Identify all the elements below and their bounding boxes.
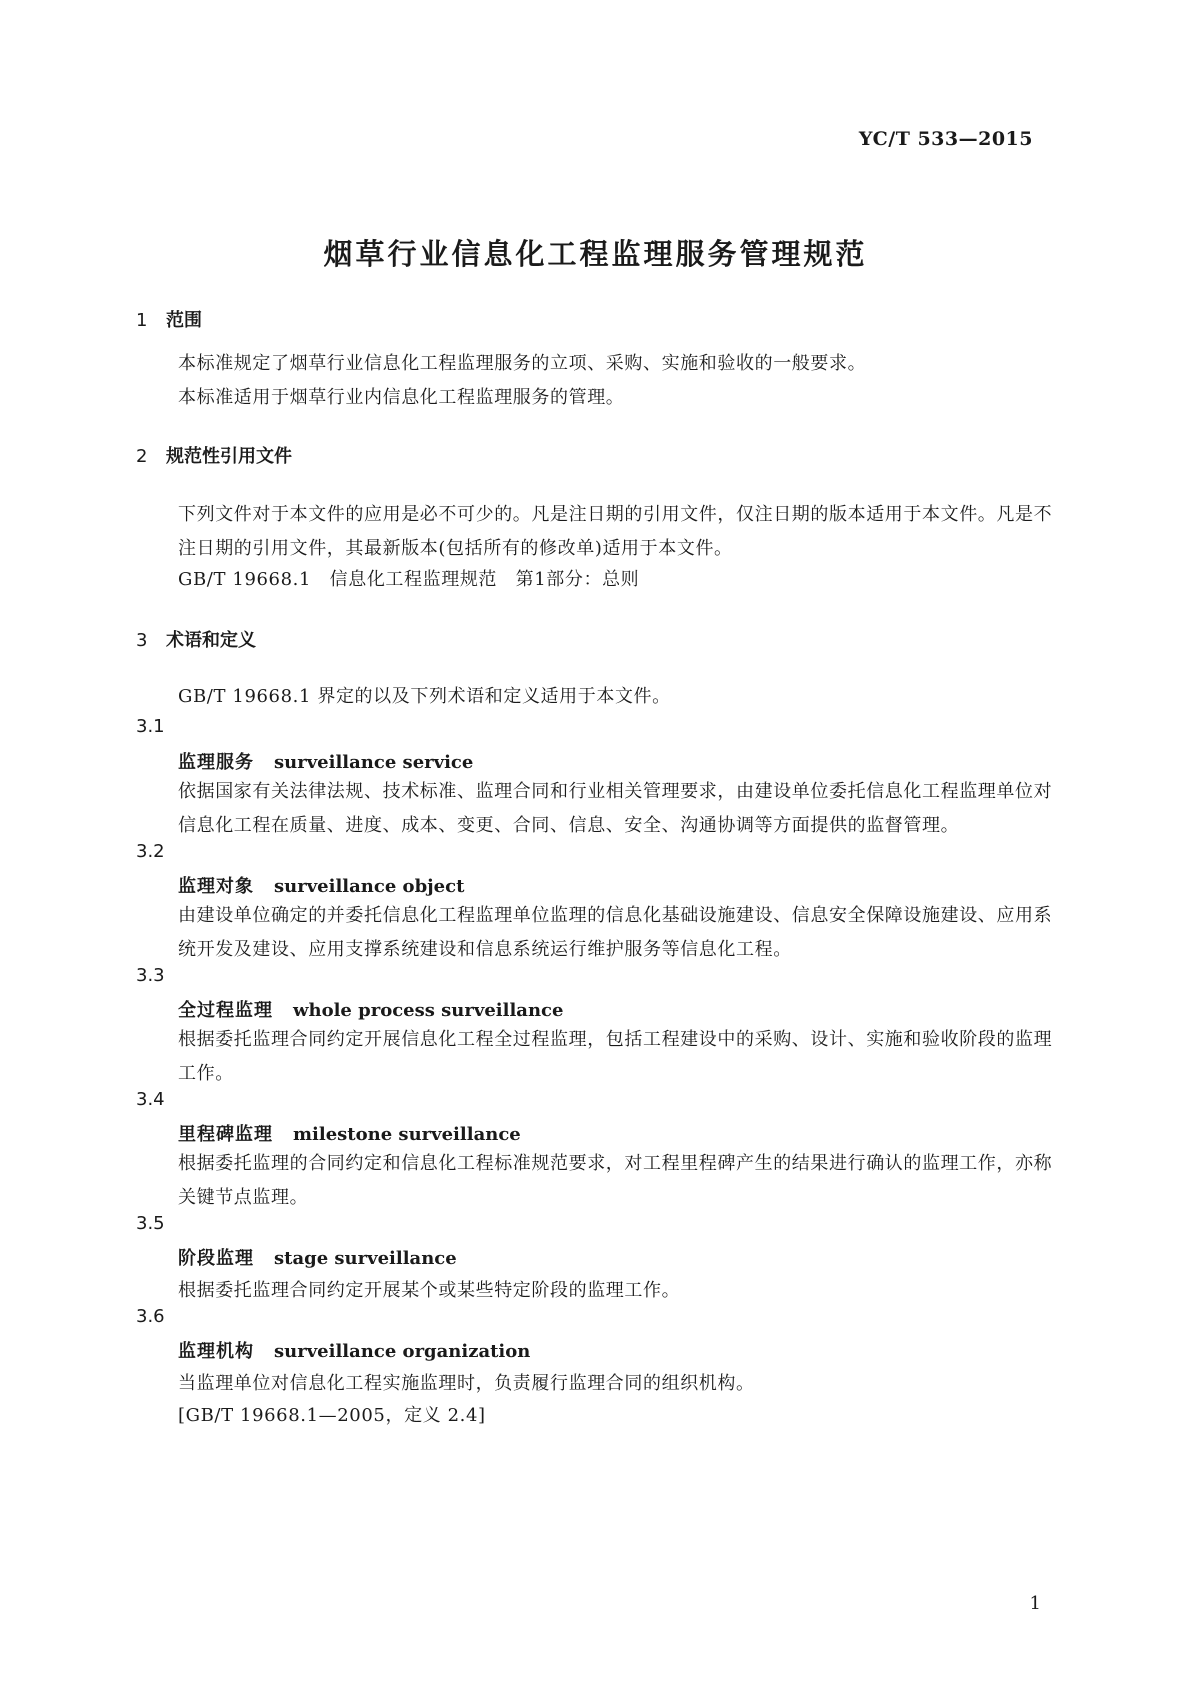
paragraph: GB/T 19668.1 界定的以及下列术语和定义适用于本文件。 (178, 686, 671, 707)
term-definition: 根据委托监理合同约定开展信息化工程全过程监理，包括工程建设中的采购、设计、实施和验收阶段的监理工作。 (178, 1029, 1053, 1084)
term-definition: 依据国家有关法律法规、技术标准、监理合同和行业相关管理要求，由建设单位委托信息化工程监理单位对信息化工程在质量、进度、成本、变更、合同、信息、安全、沟通协调等方面提供的监督管理。 (178, 781, 1053, 836)
section-title: 术语和定义 (166, 630, 256, 651)
section-title: 规范性引用文件 (166, 446, 292, 467)
term-zh: 全过程监理 (178, 1000, 273, 1021)
term-heading (178, 996, 563, 1022)
paragraph: 本标准适用于烟草行业内信息化工程监理服务的管理。 (178, 387, 625, 408)
term-zh: 里程碑监理 (178, 1124, 273, 1145)
section-3-heading (136, 626, 256, 652)
term-number: 3.6 (136, 1306, 165, 1327)
term-number: 3.1 (136, 716, 165, 737)
term-heading (178, 1337, 530, 1363)
term-number: 3.5 (136, 1213, 165, 1234)
term-en: surveillance service (274, 752, 474, 773)
section-number: 2 (136, 446, 148, 467)
term-number: 3.4 (136, 1089, 165, 1110)
term-heading (178, 1120, 521, 1146)
paragraph: 下列文件对于本文件的应用是必不可少的。凡是注日期的引用文件，仅注日期的版本适用于本文件。凡是不注日期的引用文件，其最新版本(包括所有的修改单)适用于本文件。 (178, 504, 1053, 559)
term-zh: 阶段监理 (178, 1248, 254, 1269)
term-zh: 监理机构 (178, 1341, 254, 1362)
term-definition: 根据委托监理的合同约定和信息化工程标准规范要求，对工程里程碑产生的结果进行确认的监理工作，亦称关键节点监理。 (178, 1153, 1053, 1208)
term-en: surveillance object (274, 876, 465, 897)
term-zh: 监理对象 (178, 876, 254, 897)
section-title: 范围 (166, 310, 202, 331)
section-2-heading (136, 442, 292, 468)
term-heading (178, 748, 473, 774)
normative-reference: GB/T 19668.1 信息化工程监理规范 第1部分：总则 (178, 569, 640, 590)
term-en: whole process surveillance (293, 1000, 564, 1021)
term-heading (178, 872, 464, 898)
section-1-heading (136, 306, 202, 332)
term-en: stage surveillance (274, 1248, 457, 1269)
term-zh: 监理服务 (178, 752, 254, 773)
section-number: 3 (136, 630, 148, 651)
paragraph: 本标准规定了烟草行业信息化工程监理服务的立项、采购、实施和验收的一般要求。 (178, 353, 867, 374)
standard-code: YC/T 533—2015 (858, 128, 1033, 150)
term-definition: 根据委托监理合同约定开展某个或某些特定阶段的监理工作。 (178, 1280, 681, 1301)
section-number: 1 (136, 310, 148, 331)
term-source: [GB/T 19668.1—2005，定义 2.4] (178, 1405, 486, 1426)
term-number: 3.2 (136, 841, 165, 862)
document-title: 烟草行业信息化工程监理服务管理规范 (323, 237, 868, 271)
term-definition: 当监理单位对信息化工程实施监理时，负责履行监理合同的组织机构。 (178, 1373, 755, 1394)
term-en: surveillance organization (274, 1341, 531, 1362)
term-definition: 由建设单位确定的并委托信息化工程监理单位监理的信息化基础设施建设、信息安全保障设施建设、应用系统开发及建设、应用支撑系统建设和信息系统运行维护服务等信息化工程。 (178, 905, 1053, 960)
term-heading (178, 1244, 457, 1270)
term-en: milestone surveillance (293, 1124, 521, 1145)
term-number: 3.3 (136, 965, 165, 986)
page-number: 1 (1029, 1593, 1041, 1614)
